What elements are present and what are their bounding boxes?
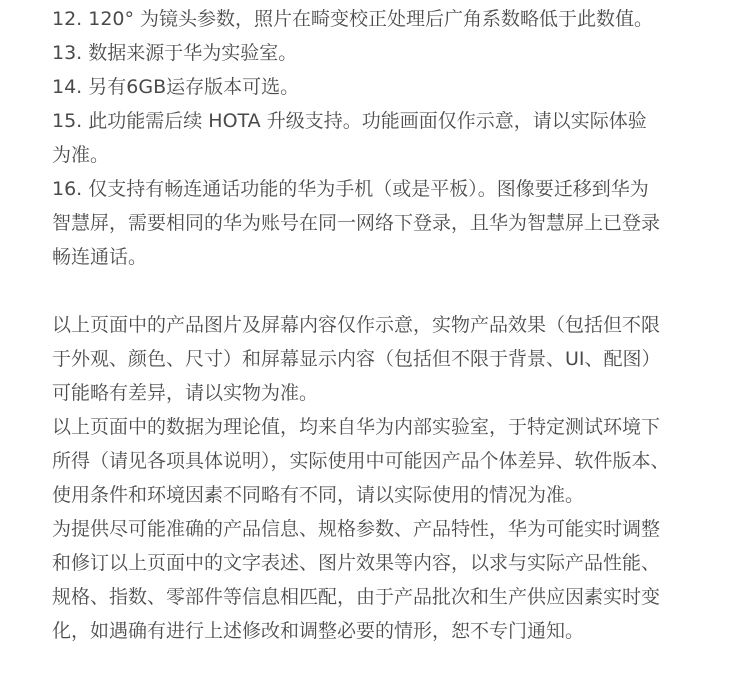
note-12 (52, 2, 732, 36)
disclaimer-line: 可能略有差异，请以实物为准。 (52, 382, 319, 404)
note-line: 智慧屏，需要相同的华为账号在同一网络下登录，且华为智慧屏上已登录 (52, 212, 661, 234)
disclaimer-product-images (52, 308, 732, 410)
disclaimer-line: 以上页面中的产品图片及屏幕内容仅作示意，实物产品效果（包括但不限 (52, 314, 661, 336)
note-13 (52, 36, 732, 70)
note-line: 13. 数据来源于华为实验室。 (52, 42, 298, 64)
disclaimer-line: 规格、指数、零部件等信息相匹配，由于产品批次和生产供应因素实时变 (52, 586, 661, 608)
disclaimer-line: 为提供尽可能准确的产品信息、规格参数、产品特性，华为可能实时调整 (52, 518, 661, 540)
disclaimer-line: 所得（请见各项具体说明），实际使用中可能因产品个体差异、软件版本、 (52, 450, 670, 472)
note-14 (52, 70, 732, 104)
note-line: 14. 另有6GB运存版本可选。 (52, 76, 300, 98)
note-line: 为准。 (52, 144, 110, 166)
disclaimer-line: 化，如遇确有进行上述修改和调整必要的情形，恕不专门通知。 (52, 620, 585, 642)
disclaimer-line: 于外观、颜色、尺寸）和屏幕显示内容（包括但不限于背景、UI、配图） (52, 348, 661, 370)
note-16 (52, 172, 732, 274)
disclaimer-line: 以上页面中的数据为理论值，均来自华为内部实验室，于特定测试环境下 (52, 416, 661, 438)
note-15 (52, 104, 732, 172)
section-spacer (52, 274, 732, 308)
disclaimer-theoretical-data (52, 410, 732, 512)
note-line: 15. 此功能需后续 HOTA 升级支持。功能画面仅作示意，请以实际体验 (52, 110, 647, 132)
note-line: 16. 仅支持有畅连通话功能的华为手机（或是平板）。图像要迁移到华为 (52, 178, 649, 200)
disclaimer-content-updates (52, 512, 732, 648)
note-line: 12. 120° 为镜头参数，照片在畸变校正处理后广角系数略低于此数值。 (52, 8, 654, 30)
note-line: 畅连通话。 (52, 246, 148, 268)
footnotes-page (52, 2, 732, 648)
disclaimer-line: 使用条件和环境因素不同略有不同，请以实际使用的情况为准。 (52, 484, 585, 506)
disclaimer-line: 和修订以上页面中的文字表述、图片效果等内容，以求与实际产品性能、 (52, 552, 661, 574)
